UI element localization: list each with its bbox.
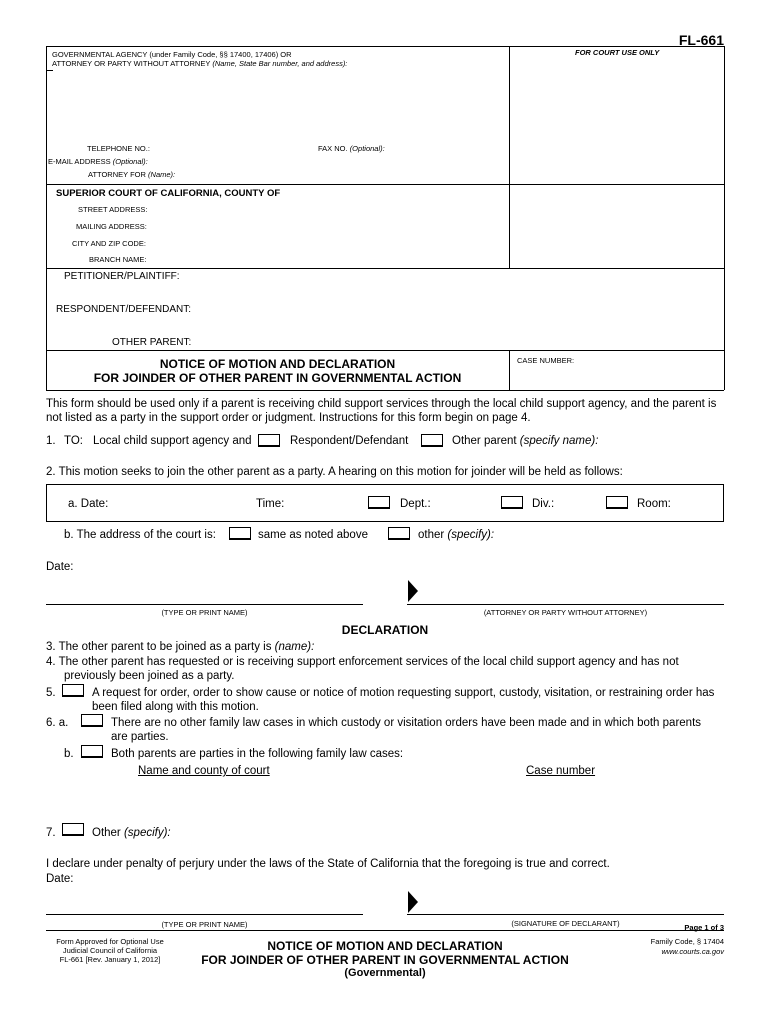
hearing-date-label: a. Date: bbox=[68, 498, 109, 510]
item3-text: 3. The other parent to be joined as a party is (name): bbox=[46, 641, 315, 653]
item7-checkbox[interactable] bbox=[62, 823, 84, 836]
case-number-label: CASE NUMBER: bbox=[517, 356, 575, 365]
header-top-border bbox=[46, 46, 724, 47]
mailing-address-label: MAILING ADDRESS: bbox=[76, 222, 147, 231]
same-address-checkbox[interactable] bbox=[229, 527, 251, 540]
branch-name-label: BRANCH NAME: bbox=[89, 255, 147, 264]
agency-label: GOVERNMENTAL AGENCY (under Family Code, §§ 17400, 17406) OR bbox=[52, 50, 292, 59]
dept-checkbox[interactable] bbox=[368, 496, 390, 509]
item1-number: 1. bbox=[46, 435, 56, 447]
intro-text: This form should be used only if a parent is receiving child support services through the local child support agency, and the parent is not listed as a party in the support order or judgment. Instructions for this form begin on page 4. bbox=[46, 398, 717, 424]
other-parent-checkbox[interactable] bbox=[421, 434, 443, 447]
form-title: NOTICE OF MOTION AND DECLARATION FOR JOINDER OF OTHER PARENT IN GOVERNMENTAL ACTION bbox=[93, 357, 462, 385]
attorney-signature-line[interactable] bbox=[407, 604, 724, 605]
page-number: Page 1 of 3 bbox=[684, 923, 724, 932]
hearing-dept-label: Dept.: bbox=[400, 498, 431, 510]
attorney-label: ATTORNEY OR PARTY WITHOUT ATTORNEY (Name, State Bar number, and address): bbox=[52, 59, 348, 68]
case-number-column-header: Case number bbox=[526, 765, 596, 777]
hearing-room-label: Room: bbox=[637, 498, 671, 510]
fax-label: FAX NO. (Optional): bbox=[318, 144, 385, 153]
hearing-time-label: Time: bbox=[256, 498, 285, 510]
right-border bbox=[724, 46, 725, 390]
other-parent-label: OTHER PARENT: bbox=[112, 337, 192, 348]
footer-line bbox=[46, 930, 724, 931]
item7-text: Other (specify): bbox=[92, 827, 171, 839]
left-border bbox=[46, 46, 47, 390]
div-checkbox[interactable] bbox=[501, 496, 523, 509]
item6b-text: Both parents are parties in the following family law cases: bbox=[111, 748, 404, 760]
print-name-caption: (TYPE OR PRINT NAME) bbox=[161, 608, 248, 617]
parties-top bbox=[46, 268, 724, 269]
motion-date-label: Date: bbox=[46, 561, 74, 573]
petitioner-label: PETITIONER/PLAINTIFF: bbox=[64, 271, 180, 282]
item6a-number: 6. a. bbox=[46, 717, 69, 729]
email-label: E-MAIL ADDRESS (Optional): bbox=[48, 157, 148, 166]
hearing-div-label: Div.: bbox=[532, 498, 555, 510]
same-address-label: same as noted above bbox=[258, 529, 368, 541]
item7-number: 7. bbox=[46, 827, 56, 839]
perjury-statement: I declare under penalty of perjury under the laws of the State of California that the foregoing is true and correct. bbox=[46, 858, 610, 870]
court-name-column-header: Name and county of court bbox=[138, 765, 270, 777]
item1-other: Other parent (specify name): bbox=[452, 435, 599, 447]
item6a-text: There are no other family law cases in which custody or visitation orders have been made and in which both parents are parties. bbox=[111, 717, 702, 743]
item2-text: 2. This motion seeks to join the other parent as a party. A hearing on this motion for joinder will be held as follows: bbox=[46, 466, 623, 478]
telephone-label: TELEPHONE NO.: bbox=[87, 144, 150, 153]
court-title: SUPERIOR COURT OF CALIFORNIA, COUNTY OF bbox=[56, 188, 281, 199]
attorney-caption: (ATTORNEY OR PARTY WITHOUT ATTORNEY) bbox=[483, 608, 648, 617]
item5-checkbox[interactable] bbox=[62, 684, 84, 697]
declarant-name-line[interactable] bbox=[46, 914, 363, 915]
room-checkbox[interactable] bbox=[606, 496, 628, 509]
item5-number: 5. bbox=[46, 687, 56, 699]
item6b-number: b. bbox=[64, 748, 74, 760]
court-use-divider-2 bbox=[509, 184, 510, 268]
respondent-checkbox[interactable] bbox=[258, 434, 280, 447]
item1-respondent: Respondent/Defendant bbox=[290, 435, 409, 447]
declarant-arrow-icon bbox=[408, 891, 418, 913]
form-number: FL-661 bbox=[678, 32, 724, 48]
item1-to: TO: bbox=[64, 435, 83, 447]
declarant-name-caption: (TYPE OR PRINT NAME) bbox=[161, 920, 248, 929]
court-use-divider bbox=[509, 46, 510, 184]
attorney-for-label: ATTORNEY FOR (Name): bbox=[88, 170, 176, 179]
item1-agency: Local child support agency and bbox=[93, 435, 252, 447]
respondent-label: RESPONDENT/DEFENDANT: bbox=[56, 304, 192, 315]
form-approval: Form Approved for Optional Use Judicial Council of California FL-661 [Rev. January 1, 2012] bbox=[56, 937, 164, 964]
other-address-label: other (specify): bbox=[418, 529, 495, 541]
item6b-checkbox[interactable] bbox=[81, 745, 103, 758]
other-address-checkbox[interactable] bbox=[388, 527, 410, 540]
court-use-label: FOR COURT USE ONLY bbox=[575, 48, 660, 57]
declarant-signature-line[interactable] bbox=[407, 914, 724, 915]
item4-text: 4. The other parent has requested or is receiving support enforcement services of the local child support agency and has not previously been joined as a party. bbox=[46, 656, 679, 682]
item5-text: A request for order, order to show cause or notice of motion requesting support, custody, visitation, or restraining order has been filed along with this motion. bbox=[92, 687, 715, 713]
print-name-line[interactable] bbox=[46, 604, 363, 605]
title-top bbox=[46, 350, 724, 351]
declarant-signature-caption: (SIGNATURE OF DECLARANT) bbox=[511, 919, 620, 928]
signature-arrow-icon bbox=[408, 580, 418, 602]
street-address-label: STREET ADDRESS: bbox=[78, 205, 148, 214]
case-divider bbox=[509, 350, 510, 390]
city-zip-label: CITY AND ZIP CODE: bbox=[72, 239, 146, 248]
item6a-checkbox[interactable] bbox=[81, 714, 103, 727]
declaration-heading: DECLARATION bbox=[341, 623, 429, 637]
declaration-date-label: Date: bbox=[46, 873, 74, 885]
name-field-marker bbox=[47, 70, 53, 71]
footer-title: NOTICE OF MOTION AND DECLARATION FOR JOINDER OF OTHER PARENT IN GOVERNMENTAL ACTION (Governmental) bbox=[201, 939, 569, 979]
title-bottom bbox=[46, 390, 724, 391]
court-box-top bbox=[46, 184, 724, 185]
footer-code: Family Code, § 17404 www.courts.ca.gov bbox=[650, 937, 724, 956]
court-address-label: b. The address of the court is: bbox=[64, 529, 216, 541]
